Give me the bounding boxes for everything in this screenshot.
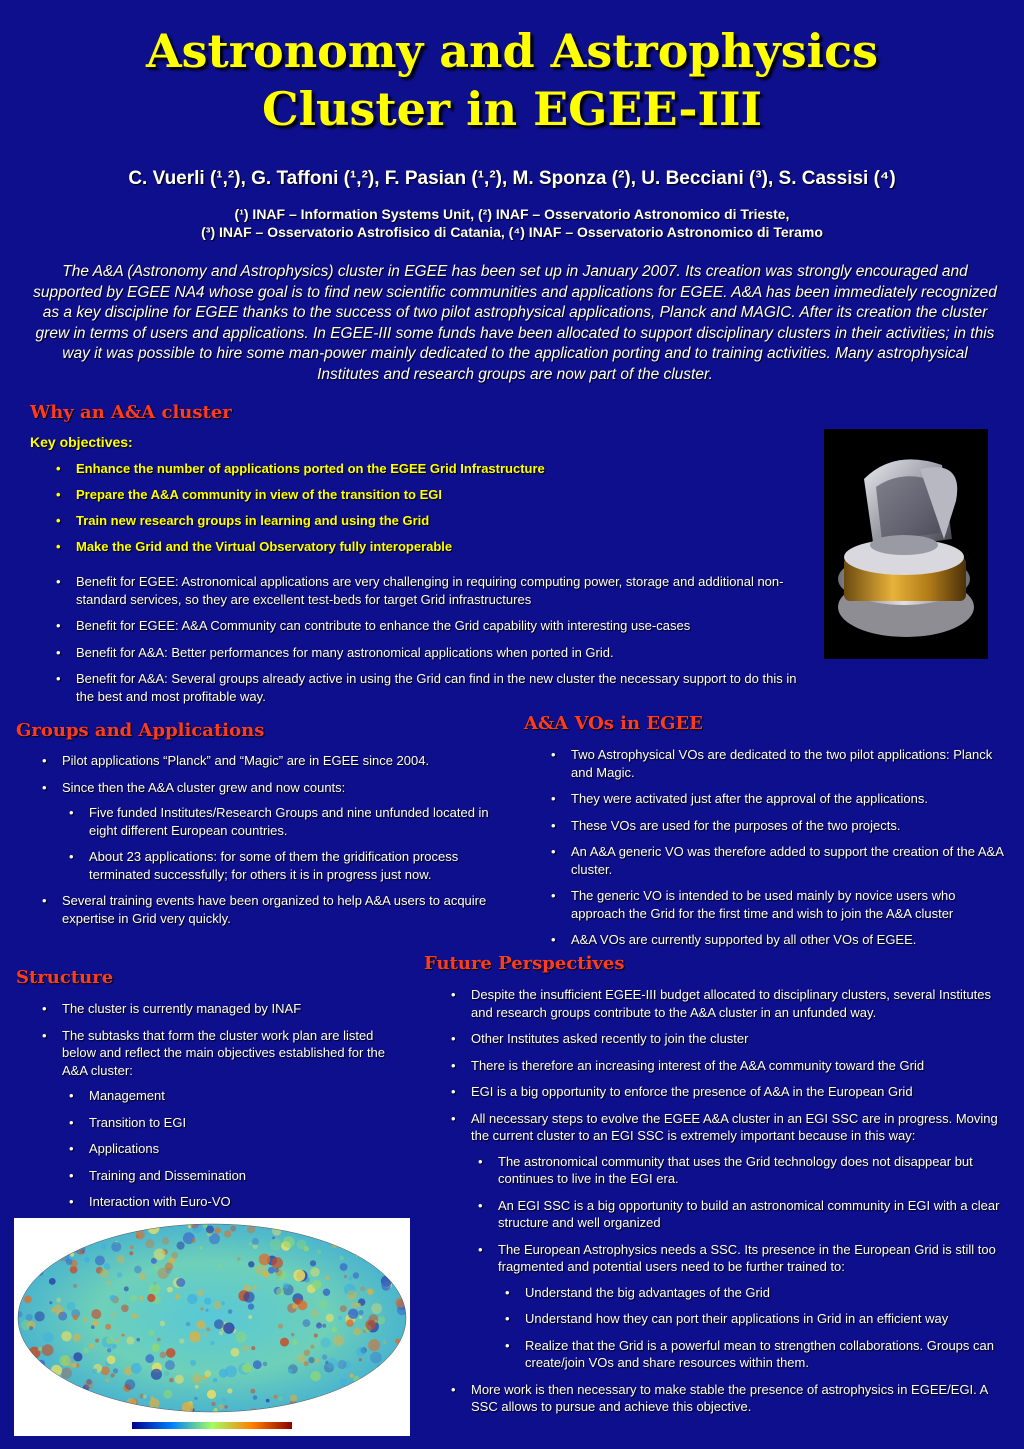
key-objectives-label: Key objectives: xyxy=(30,434,133,450)
list-item: • Pilot applications “Planck” and “Magic” are in EGEE since 2004. xyxy=(40,752,502,770)
list-item: • Other Institutes asked recently to join the cluster xyxy=(449,1030,1014,1048)
list-item: • EGI is a big opportunity to enforce the presence of A&A in the European Grid xyxy=(449,1083,1014,1101)
title-line-1: Astronomy and Astrophysics xyxy=(145,24,879,78)
list-item: • The generic VO is intended to be used mainly by novice users who approach the Grid for the first time and wish to join the A&A cluster xyxy=(549,887,1009,922)
list-item: • Management xyxy=(67,1087,390,1105)
list-item: • An A&A generic VO was therefore added to support the creation of the A&A cluster. xyxy=(549,843,1009,878)
benefits-list xyxy=(54,573,814,714)
list-item: • More work is then necessary to make stable the presence of astrophysics in EGEE/EGI. A SSC allows to pursue and achieve this objective. xyxy=(449,1381,1014,1416)
section-title-future: Future Perspectives xyxy=(424,953,625,974)
list-item: • Several training events have been organized to help A&A users to acquire expertise in Grid very quickly. xyxy=(40,892,502,927)
list-item: • Benefit for A&A: Better performances for many astronomical applications when ported in Grid. xyxy=(54,644,814,662)
list-item: • An EGI SSC is a big opportunity to build an astronomical community in EGI with a clear structure and well organized xyxy=(476,1197,1014,1232)
section-title-structure: Structure xyxy=(16,967,114,988)
affiliations-line-2: (³) INAF – Osservatorio Astrofisico di Catania, (⁴) INAF – Osservatorio Astronomico di Teramo xyxy=(201,224,823,240)
future-list xyxy=(449,986,1014,1425)
list-item: • Realize that the Grid is a powerful mean to strengthen collaborations. Groups can create/join VOs and share resources within them. xyxy=(503,1337,1014,1372)
list-item xyxy=(449,1110,1014,1372)
section-title-vos: A&A VOs in EGEE xyxy=(524,713,703,734)
list-item: • Benefit for EGEE: A&A Community can contribute to enhance the Grid capability with interesting use-cases xyxy=(54,617,814,635)
future-subsublist xyxy=(449,1284,1014,1372)
title-line-2: Cluster in EGEE-III xyxy=(261,82,763,136)
authors: C. Vuerli (¹,²), G. Taffoni (¹,²), F. Pasian (¹,²), M. Sponza (²), U. Becciani (³), S. Cassisi (⁴) xyxy=(128,168,896,189)
list-item: • They were activated just after the approval of the applications. xyxy=(549,790,1009,808)
list-item: • Benefit for A&A: Several groups already active in using the Grid can find in the new cluster the necessary support to do this in the best and most profitable way. xyxy=(54,670,814,705)
list-item: • Despite the insufficient EGEE-III budget allocated to disciplinary clusters, several Institutes and research groups contribute to the A&A cluster in an unfunded way. xyxy=(449,986,1014,1021)
abstract: The A&A (Astronomy and Astrophysics) cluster in EGEE has been set up in January 2007. Its creation was strongly encouraged and supported by EGEE NA4 whose goal is to find new scientific communities and applications for EGEE. A&A has been immediately recognized as a key discipline for EGEE thanks to the success of two pilot astrophysical applications, Planck and MAGIC. After its creation the cluster grew in terms of users and applications. In EGEE-III some funds have been allocated to support disciplinary clusters in their activities; in this way it was possible to hire some man-power mainly dedicated to the application porting and to training activities. Many astrophysical Institutes and research groups are now part of the cluster. xyxy=(33,263,997,383)
list-item: • Benefit for EGEE: Astronomical applications are very challenging in requiring computing power, storage and additional non-standard services, so they are excellent test-beds for target Grid infrastructures xyxy=(54,573,814,608)
list-item: • Enhance the number of applications ported on the EGEE Grid Infrastructure xyxy=(54,460,774,477)
planck-satellite-image xyxy=(824,429,988,659)
structure-sublist xyxy=(40,1087,390,1211)
section-title-why: Why an A&A cluster xyxy=(30,402,232,423)
groups-list xyxy=(40,752,502,936)
list-item-text: The subtasks that form the cluster work plan are listed below and reflect the main objectives established for the A&A cluster: xyxy=(62,1027,386,1078)
list-item: • Transition to EGI xyxy=(67,1114,390,1132)
list-item: • These VOs are used for the purposes of the two projects. xyxy=(549,817,1009,835)
poster-title xyxy=(0,22,1024,138)
list-item: • Applications xyxy=(67,1140,390,1158)
affiliations-line-1: (¹) INAF – Information Systems Unit, (²) INAF – Osservatorio Astronomico di Trieste, xyxy=(234,206,790,222)
future-sublist xyxy=(449,1153,1014,1372)
vos-list xyxy=(549,746,1009,958)
list-item: • Interaction with Euro-VO xyxy=(67,1193,390,1211)
list-item: • About 23 applications: for some of them the gridification process terminated successfully; for others it is in progress just now. xyxy=(67,848,502,883)
section-title-groups: Groups and Applications xyxy=(16,720,265,741)
list-item: • Make the Grid and the Virtual Observatory fully interoperable xyxy=(54,538,774,555)
list-item: • The cluster is currently managed by INAF xyxy=(40,1000,390,1018)
list-item xyxy=(476,1241,1014,1372)
list-item: • Two Astrophysical VOs are dedicated to the two pilot applications: Planck and Magic. xyxy=(549,746,1009,781)
list-item: • The astronomical community that uses the Grid technology does not disappear but continues to live in the EGI era. xyxy=(476,1153,1014,1188)
list-item-text: The European Astrophysics needs a SSC. Its presence in the European Grid is still too fragmented and potential users need to be further trained to: xyxy=(498,1241,996,1274)
affiliations xyxy=(0,205,1024,241)
cmb-sky-map-image xyxy=(14,1218,410,1436)
groups-sublist xyxy=(40,804,502,883)
list-item xyxy=(40,1027,390,1211)
list-item: • A&A VOs are currently supported by all other VOs of EGEE. xyxy=(549,931,1009,949)
list-item: • Prepare the A&A community in view of the transition to EGI xyxy=(54,486,774,503)
objectives-list xyxy=(54,460,774,564)
list-item-text: Since then the A&A cluster grew and now counts: xyxy=(62,779,346,795)
list-item-text: All necessary steps to evolve the EGEE A&A cluster in an EGI SSC are in progress. Moving the current cluster to an EGI SSC is extremely important because in this way: xyxy=(471,1110,998,1143)
list-item: • Training and Dissemination xyxy=(67,1167,390,1185)
list-item: • There is therefore an increasing interest of the A&A community toward the Grid xyxy=(449,1057,1014,1075)
list-item xyxy=(40,779,502,884)
list-item: • Five funded Institutes/Research Groups and nine unfunded located in eight different European countries. xyxy=(67,804,502,839)
list-item: • Understand the big advantages of the Grid xyxy=(503,1284,1014,1302)
list-item: • Train new research groups in learning and using the Grid xyxy=(54,512,774,529)
structure-list xyxy=(40,1000,390,1220)
list-item: • Understand how they can port their applications in Grid in an efficient way xyxy=(503,1310,1014,1328)
